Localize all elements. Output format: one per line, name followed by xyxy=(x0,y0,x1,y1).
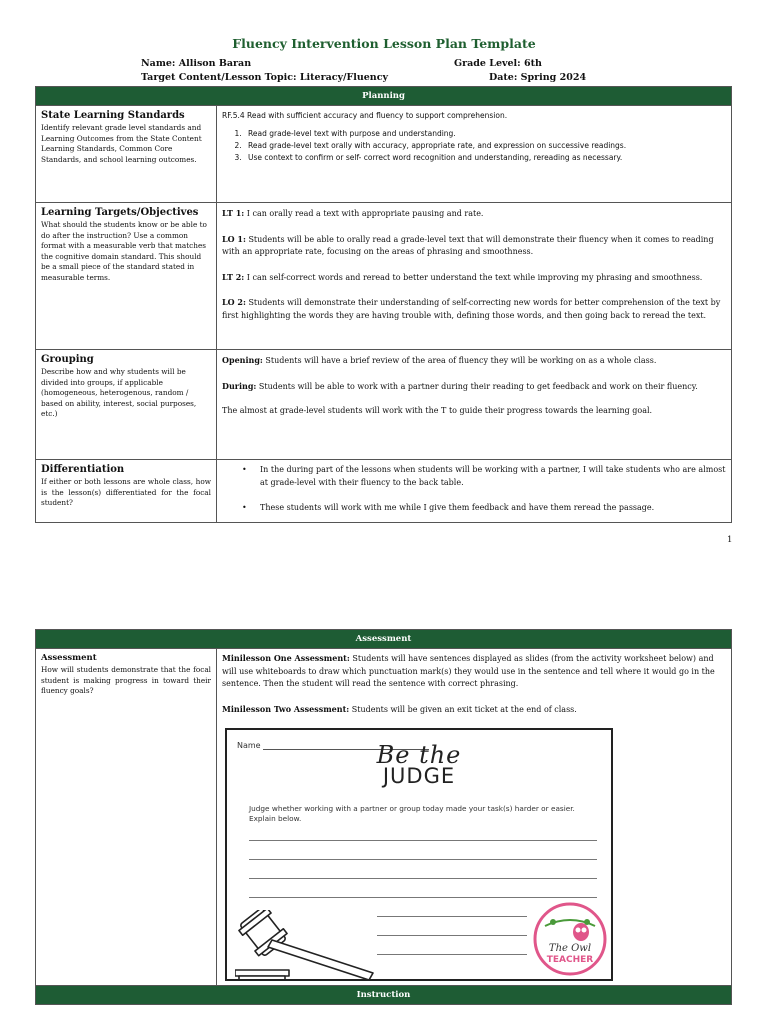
standards-title: State Learning Standards xyxy=(41,110,185,121)
learning-target-2: LT 2: I can self-correct words and reread to better understand the text while improving my phrasing and smoothness. xyxy=(222,271,703,282)
differentiation-bullet: • In the during part of the lessons when students will be working with a partner, I will take students who are almost at grade-level with their fluency to the back table. xyxy=(242,464,726,489)
worksheet-heading-script: Be the xyxy=(376,741,462,769)
grouping-description: Describe how and why students will be divided into groups, if applicable (homogeneous, heterogenous, random / based on ability, interest, social purposes, etc.) xyxy=(41,367,197,418)
logo-line-2: TEACHER xyxy=(546,955,594,965)
worksheet-writing-line xyxy=(249,840,597,841)
worksheet-writing-line xyxy=(377,954,527,955)
grouping-during: During: Students will be able to work with a partner during their reading to get feedback and work on their fluency. xyxy=(222,380,698,391)
standards-description: Identify relevant grade level standards and Learning Outcomes from the State Content Learning Standards, Common Core Standards, and school learning outcomes. xyxy=(41,123,202,164)
grade-level-field: Grade Level: 6th xyxy=(454,58,542,69)
worksheet-writing-line xyxy=(249,859,597,860)
grouping-note: The almost at grade-level students will work with the T to guide their progress towards the learning goal. xyxy=(222,406,653,415)
planning-table xyxy=(35,86,732,523)
worksheet-writing-line xyxy=(249,897,597,898)
differentiation-list xyxy=(242,464,726,515)
document-title: Fluency Intervention Lesson Plan Template xyxy=(232,36,536,51)
gavel-icon xyxy=(235,910,385,981)
grouping-opening: Opening: Students will have a brief review of the area of fluency they will be working on as a whole class. xyxy=(222,355,657,365)
minilesson-one-assessment: Minilesson One Assessment: Students will have sentences displayed as slides (from the activity worksheet below) and will use whiteboards to draw which punctuation mark(s) they would use in the sentence and tell where it would go in the sentence. Then the student will read the sentence with correct phrasing. xyxy=(222,653,715,688)
page-number: 1 xyxy=(727,535,733,545)
grouping-row xyxy=(36,350,732,460)
standards-item: 2. Read grade-level text orally with accuracy, appropriate rate, and expression on successive readings. xyxy=(244,140,726,152)
assessment-band: Assessment xyxy=(36,630,732,649)
assessment-description: How will students demonstrate that the focal student is making progress in toward their fluency goals? xyxy=(41,665,211,695)
differentiation-description: If either or both lessons are whole class, how is the lesson(s) differentiated for the focal student? xyxy=(41,477,211,507)
instruction-band: Instruction xyxy=(36,986,732,1005)
learning-objective-1: LO 1: Students will be able to orally read a grade-level text that will demonstrate their fluency when it comes to reading with an appropriate rate, focusing on the areas of phrasing and smoothness. xyxy=(222,233,714,256)
standards-item: 3. Use context to confirm or self- correct word recognition and understanding, rereading as necessary. xyxy=(244,152,726,164)
name-field: Name: Allison Baran xyxy=(141,58,252,69)
targets-title: Learning Targets/Objectives xyxy=(41,207,199,218)
date-field: Date: Spring 2024 xyxy=(489,72,587,83)
grouping-title: Grouping xyxy=(41,354,94,365)
standards-item: 1. Read grade-level text with purpose and understanding. xyxy=(244,128,726,140)
worksheet-writing-line xyxy=(377,916,527,917)
assessment-table xyxy=(35,629,732,1005)
targets-description: What should the students know or be able to do after the instruction? Use a common format with a measurable verb that matches the cognitive domain standard. This should be a small piece of the standard stated in measurable terms. xyxy=(41,220,207,282)
logo-line-1: The Owl xyxy=(548,943,592,954)
assessment-row xyxy=(36,649,732,986)
differentiation-bullet: • These students will work with me while I give them feedback and have them reread the passage. xyxy=(242,502,726,515)
planning-band: Planning xyxy=(36,87,732,106)
differentiation-title: Differentiation xyxy=(41,464,125,475)
standards-list xyxy=(244,128,726,164)
worksheet-name-label: Name xyxy=(237,741,261,750)
worksheet-instructions: Judge whether working with a partner or group today made your task(s) harder or easier. Explain below. xyxy=(249,804,575,823)
worksheet-heading-main: JUDGE xyxy=(382,764,456,788)
assessment-title: Assessment xyxy=(41,653,97,663)
learning-target-1: LT 1: I can orally read a text with appropriate pausing and rate. xyxy=(222,208,484,218)
owl-teacher-logo xyxy=(533,900,607,978)
standards-intro: RF.5.4 Read with sufficient accuracy and fluency to support comprehension. xyxy=(222,111,508,120)
minilesson-two-assessment: Minilesson Two Assessment: Students will be given an exit ticket at the end of class. xyxy=(222,703,577,714)
differentiation-row xyxy=(36,460,732,523)
standards-row xyxy=(36,106,732,203)
worksheet-writing-line xyxy=(377,935,527,936)
targets-row xyxy=(36,203,732,350)
learning-objective-2: LO 2: Students will demonstrate their understanding of self-correcting new words for better comprehension of the text by first highlighting the words they are having trouble with, defining those words, and then going back to reread the text. xyxy=(222,297,721,320)
worksheet-writing-line xyxy=(249,878,597,879)
exit-ticket-worksheet xyxy=(225,728,613,981)
lesson-topic-field: Target Content/Lesson Topic: Literacy/Fluency xyxy=(141,72,389,83)
